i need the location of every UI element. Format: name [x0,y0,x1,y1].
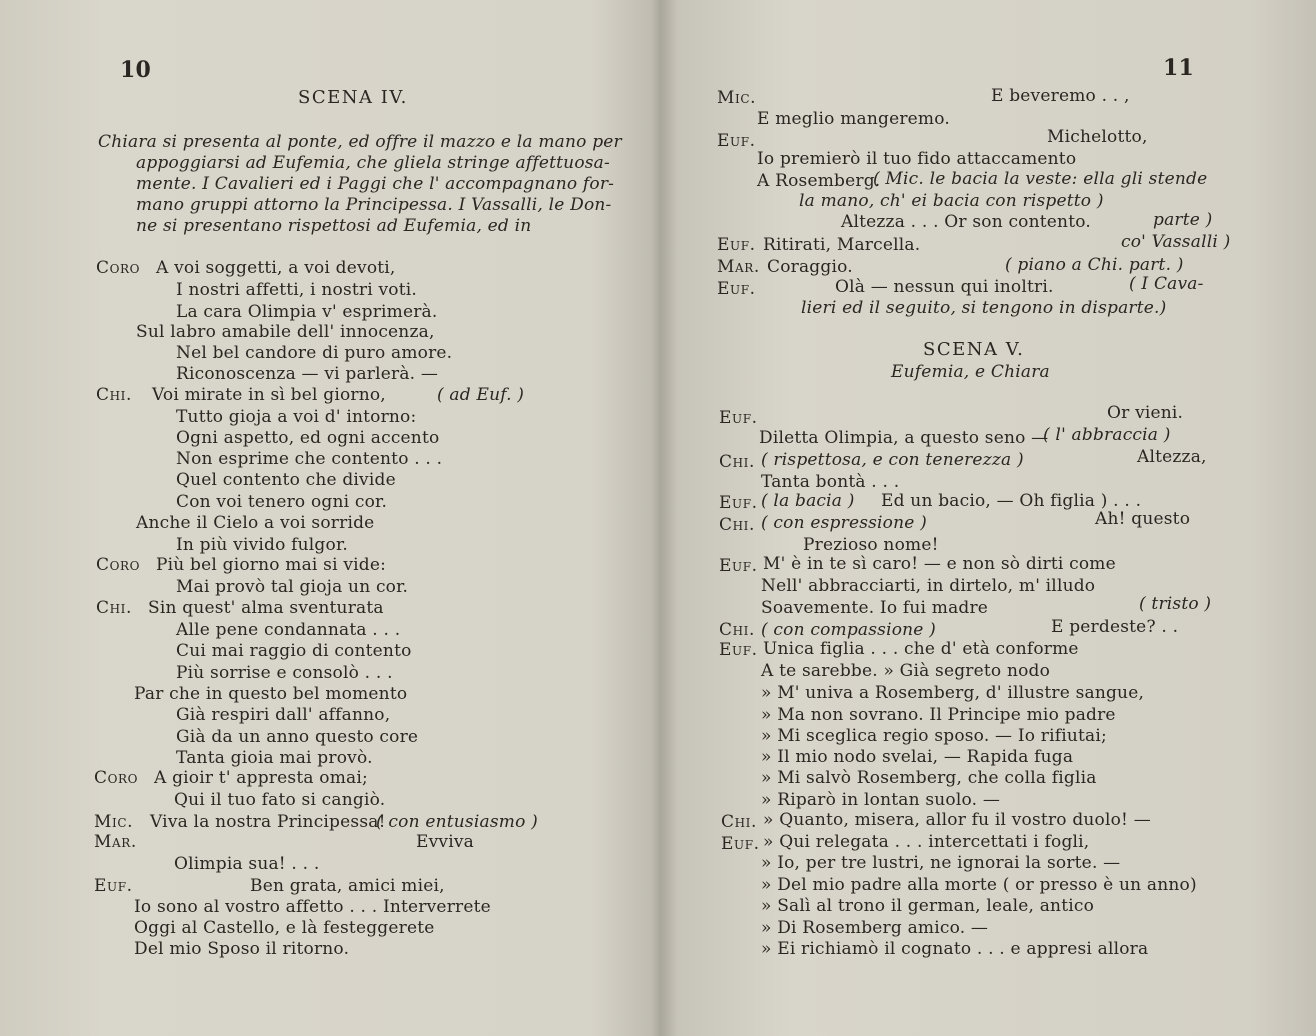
verse-line: Ben grata, amici miei, [250,876,445,896]
verse-line: E perdeste? . . [1051,617,1179,637]
verse-line: » Io, per tre lustri, ne ignorai la sorte. — [761,853,1121,873]
verse-line: Oggi al Castello, e là festeggerete [134,918,435,938]
verse-line: A gioir t' appresta omai; [154,768,368,788]
verse-line: Olimpia sua! . . . [174,854,320,874]
verse-line: Diletta Olimpia, a questo seno — [759,428,1049,448]
stage-direction: appoggiarsi ad Eufemia, che gliela stringe affettuosa- [136,153,610,173]
verse-line: Tutto gioja a voi d' intorno: [176,407,417,427]
verse-line: I nostri affetti, i nostri voti. [176,280,417,300]
stage-direction: lieri ed il seguito, si tengono in disparte.) [801,298,1167,318]
stage-direction: ( tristo ) [1139,594,1212,614]
stage-direction: parte ) [1153,210,1213,230]
speaker: Mic. [94,812,134,832]
verse-line: In più vivido fulgor. [176,535,349,555]
verse-line: Già respiri dall' affanno, [176,705,391,725]
verse-line: Io sono al vostro affetto . . . Interverrete [134,897,491,917]
verse-line: Riconoscenza — vi parlerà. — [176,364,439,384]
scene-subheading: Eufemia, e Chiara [891,362,1050,382]
speaker: Chi. [719,515,756,535]
stage-direction: ( l' abbraccia ) [1043,425,1171,445]
verse-line: Voi mirate in sì bel giorno, [152,385,386,405]
verse-line: Ed un bacio, — Oh figlia ) . . . [881,491,1142,511]
verse-line: Ogni aspetto, ed ogni accento [176,428,440,448]
verse-line: Altezza, [1137,447,1207,467]
verse-line: Del mio Sposo il ritorno. [134,939,350,959]
right-page [655,0,1316,1036]
verse-line: Cui mai raggio di contento [176,641,412,661]
verse-line: Michelotto, [1047,127,1148,147]
verse-line: Soavemente. Io fui madre [761,598,989,618]
stage-direction: ( con espressione ) [761,513,927,533]
verse-line: M' è in te sì caro! — e non sò dirti come [763,554,1116,574]
verse-line: Or vieni. [1107,403,1184,423]
stage-direction: ( rispettosa, e con tenerezza ) [761,450,1024,470]
speaker: Euf. [719,640,758,660]
speaker: Mic. [717,88,757,108]
scene-heading: SCENA V. [923,339,1025,360]
verse-line: » Quanto, misera, allor fu il vostro duolo! — [763,810,1151,830]
verse-line: E beveremo . . , [991,86,1130,106]
speaker: Euf. [717,235,756,255]
verse-line: Ritirati, Marcella. [763,235,921,255]
verse-line: Alle pene condannata . . . [176,620,401,640]
stage-direction: ( piano a Chi. part. ) [1005,255,1184,275]
stage-direction: ne si presentano rispettosi ad Eufemia, ed in [136,216,532,236]
verse-line: A te sarebbe. » Già segreto nodo [761,661,1051,681]
stage-direction: mente. I Cavalieri ed i Paggi che l' accompagnano for- [136,174,615,194]
speaker: Mar. [717,257,760,277]
verse-line: Olà — nessun qui inoltri. [835,277,1054,297]
verse-line: » Il mio nodo svelai, — Rapida fuga [761,747,1074,767]
verse-line: Mai provò tal gioja un cor. [176,577,409,597]
stage-direction: ( ad Euf. ) [437,385,525,405]
page-number: 10 [120,57,152,83]
verse-line: » Mi sceglica regio sposo. — Io rifiutai; [761,726,1107,746]
verse-line: Sul labro amabile dell' innocenza, [136,322,435,342]
verse-line: Più bel giorno mai si vide: [156,555,387,575]
page-number: 11 [1163,55,1195,81]
stage-direction: co' Vassalli ) [1121,232,1231,252]
speaker: Coro [96,258,141,278]
speaker: Chi. [721,812,758,832]
verse-line: » Ei richiamò il cognato . . . e appresi allora [761,939,1149,959]
verse-line: Ah! questo [1095,509,1191,529]
verse-line: La cara Olimpia v' esprimerà. [176,302,438,322]
verse-line: Tanta gioia mai provò. [176,748,373,768]
verse-line: A voi soggetti, a voi devoti, [156,258,396,278]
verse-line: Sin quest' alma sventurata [148,598,384,618]
speaker: Euf. [721,834,760,854]
speaker: Coro [94,768,139,788]
verse-line: Altezza . . . Or son contento. [841,212,1091,232]
verse-line: Quel contento che divide [176,470,396,490]
verse-line: Qui il tuo fato si cangiò. [174,790,386,810]
speaker: Mar. [94,832,137,852]
speaker: Euf. [717,279,756,299]
speaker: Euf. [717,131,756,151]
verse-line: Non esprime che contento . . . [176,449,443,469]
verse-line: » Di Rosemberg amico. — [761,918,989,938]
speaker: Euf. [719,556,758,576]
left-page [0,0,655,1036]
verse-line: Nell' abbracciarti, in dirtelo, m' illudo [761,576,1096,596]
verse-line: Evviva [416,832,474,852]
verse-line: » Ma non sovrano. Il Principe mio padre [761,705,1116,725]
verse-line: Coraggio. [767,257,853,277]
speaker: Euf. [719,408,758,428]
speaker: Euf. [94,876,133,896]
verse-line: Par che in questo bel momento [134,684,408,704]
verse-line: » Del mio padre alla morte ( or presso è un anno) [761,875,1197,895]
stage-direction: ( con entusiasmo ) [376,812,538,832]
stage-direction: la mano, ch' ei bacia con rispetto ) [799,191,1104,211]
stage-direction: mano gruppi attorno la Principessa. I Vassalli, le Don- [136,195,612,215]
verse-line: Prezioso nome! [803,535,939,555]
verse-line: Nel bel candore di puro amore. [176,343,453,363]
verse-line: E meglio mangeremo. [757,109,950,129]
speaker: Euf. [719,493,758,513]
stage-direction: ( I Cava- [1129,274,1204,294]
verse-line: » Qui relegata . . . intercettati i fogli, [763,832,1090,852]
verse-line: » M' univa a Rosemberg, d' illustre sangue, [761,683,1145,703]
verse-line: » Riparò in lontan suolo. — [761,790,1001,810]
verse-line: Unica figlia . . . che d' età conforme [763,639,1079,659]
speaker: Chi. [719,452,756,472]
verse-line: » Salì al trono il german, leale, antico [761,896,1095,916]
stage-direction: Chiara si presenta al ponte, ed offre il mazzo e la mano per [98,132,622,152]
speaker: Coro [96,555,141,575]
verse-line: Viva la nostra Principessa! [150,812,386,832]
stage-direction: ( la bacia ) [761,491,855,511]
verse-line: Tanta bontà . . . [761,472,900,492]
stage-direction: ( Mic. le bacia la veste: ella gli stende [873,169,1208,189]
scene-heading: SCENA IV. [298,87,408,108]
speaker: Chi. [96,385,133,405]
speaker: Chi. [719,620,756,640]
verse-line: Già da un anno questo core [176,727,419,747]
verse-line: Anche il Cielo a voi sorride [136,513,375,533]
stage-direction: ( con compassione ) [761,620,937,640]
verse-line: Più sorrise e consolò . . . [176,663,393,683]
verse-line: A Rosemberg. [757,171,881,191]
speaker: Chi. [96,598,133,618]
verse-line: Io premierò il tuo fido attaccamento [757,149,1077,169]
verse-line: Con voi tenero ogni cor. [176,492,388,512]
verse-line: » Mi salvò Rosemberg, che colla figlia [761,768,1097,788]
